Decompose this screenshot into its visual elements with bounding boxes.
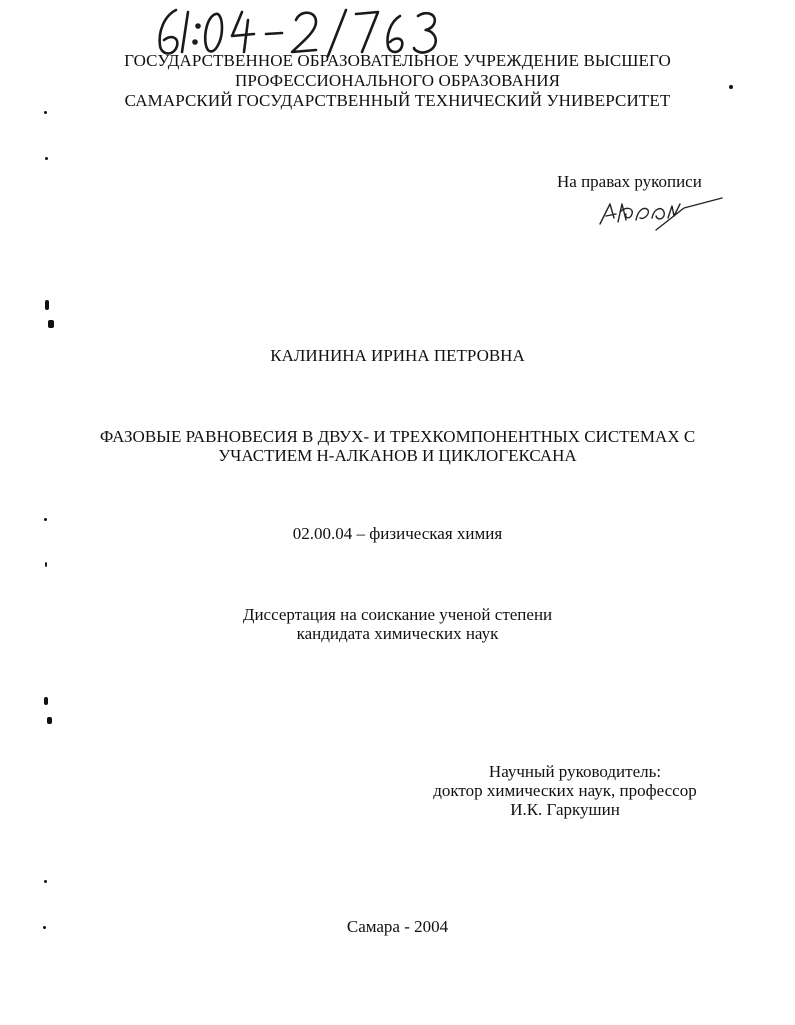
manuscript-rights-note: На правах рукописи: [557, 172, 702, 191]
scan-speck: [45, 300, 49, 310]
degree-line-2: кандидата химических наук: [296, 624, 499, 643]
author-name: КАЛИНИНА ИРИНА ПЕТРОВНА: [270, 346, 525, 365]
institution-header-line-1: ГОСУДАРСТВЕННОЕ ОБРАЗОВАТЕЛЬНОЕ УЧРЕЖДЕНИЕ ВЫСШЕГО: [124, 51, 671, 70]
advisor-credentials: доктор химических наук, профессор: [433, 781, 697, 800]
advisor-name: И.К. Гаркушин: [510, 800, 620, 819]
scan-speck: [47, 717, 52, 724]
institution-header-line-2: ПРОФЕССИОНАЛЬНОГО ОБРАЗОВАНИЯ: [234, 71, 561, 90]
scan-speck: [44, 880, 47, 883]
scan-speck: [729, 85, 733, 89]
scan-speck: [44, 111, 47, 114]
dissertation-title-line-2: УЧАСТИЕМ Н-АЛКАНОВ И ЦИКЛОГЕКСАНА: [218, 446, 577, 465]
scan-speck: [44, 518, 47, 521]
institution-header-line-3: САМАРСКИЙ ГОСУДАРСТВЕННЫЙ ТЕХНИЧЕСКИЙ УНИВЕРСИТЕТ: [124, 91, 671, 110]
scan-speck: [44, 697, 48, 705]
author-signature: [596, 194, 726, 234]
scan-speck: [45, 157, 48, 160]
dissertation-title-line-1: ФАЗОВЫЕ РАВНОВЕСИЯ В ДВУХ- И ТРЕХКОМПОНЕНТНЫХ СИСТЕМАХ С: [99, 427, 696, 446]
city-year: Самара - 2004: [346, 917, 449, 936]
advisor-label: Научный руководитель:: [488, 762, 662, 781]
scan-speck: [48, 320, 54, 328]
scan-speck: [45, 562, 47, 567]
specialty-code: 02.00.04 – физическая химия: [292, 524, 503, 543]
degree-line-1: Диссертация на соискание ученой степени: [242, 605, 553, 624]
